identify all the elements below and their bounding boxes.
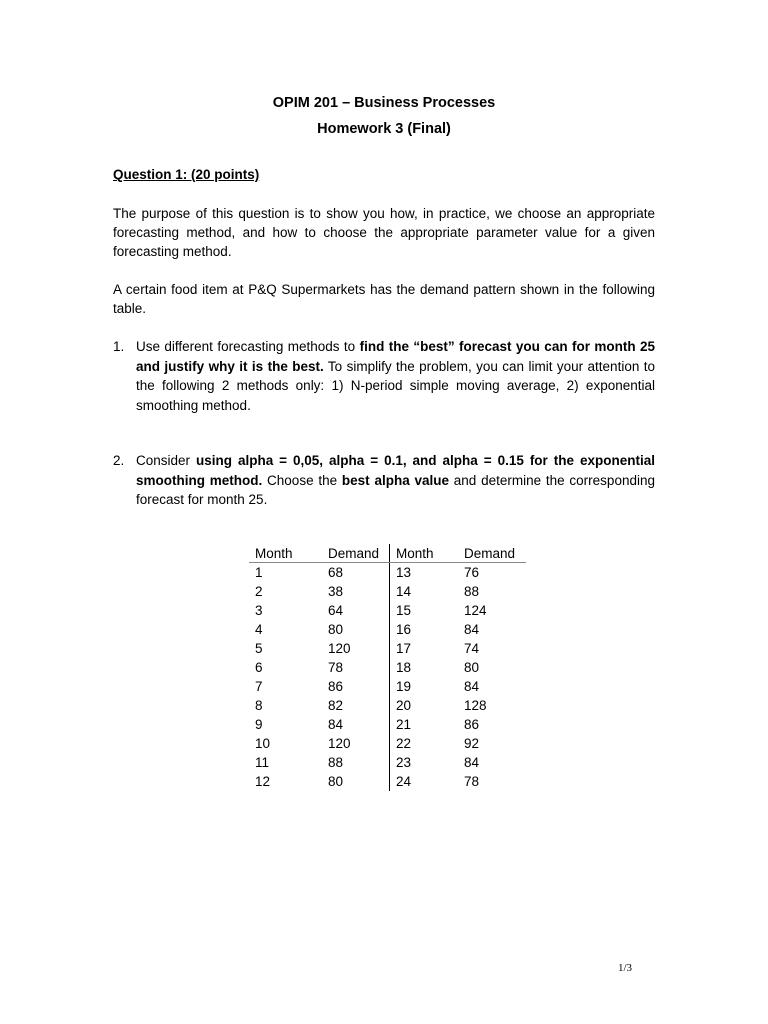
table-cell: 12 (255, 774, 271, 789)
table-header-row (249, 544, 526, 563)
task-item-2-number: 2. (113, 453, 125, 468)
table-cell: 1 (255, 565, 263, 580)
table-cell: 88 (464, 584, 480, 599)
table-header-demand: Demand (458, 544, 526, 563)
document-subtitle: Homework 3 (Final) (317, 121, 451, 137)
table-cell: 80 (328, 774, 344, 789)
table-cell: 80 (464, 660, 480, 675)
table-header-month: Month (390, 544, 459, 563)
table-cell: 20 (390, 696, 459, 715)
document-title: OPIM 201 – Business Processes (272, 95, 496, 111)
table-cell: 88 (328, 755, 344, 770)
task-item-1-text-b: To simplify the problem, you can limit your attention to the following 2 methods only: 1) N-period simple moving average, 2) exponential smoothing method. (136, 358, 656, 413)
table-cell: 9 (255, 717, 263, 732)
table-cell: 21 (390, 715, 459, 734)
task-item-2-bold-b: best alpha value (341, 472, 449, 488)
context-paragraph: A certain food item at P&Q Supermarkets has the demand pattern shown in the following table. (113, 282, 655, 316)
table-cell: 86 (328, 679, 344, 694)
table-row (249, 639, 526, 658)
table-cell: 82 (328, 698, 344, 713)
table-body (249, 563, 526, 792)
table-cell: 11 (255, 755, 270, 770)
task-item-1-number: 1. (113, 339, 125, 354)
table-cell: 78 (464, 774, 480, 789)
task-item-1 (113, 337, 655, 415)
table-cell: 13 (390, 563, 459, 583)
table-row (249, 715, 526, 734)
table-cell: 124 (464, 603, 487, 618)
table-cell: 84 (464, 679, 480, 694)
table-cell: 23 (390, 753, 459, 772)
intro-paragraph: The purpose of this question is to show you how, in practice, we choose an appropriate forecasting method, and how to choose the appropriate parameter value for a given forecasting method. (113, 206, 655, 259)
demand-table-container (249, 544, 526, 791)
task-item-1-text (136, 337, 655, 415)
table-row (249, 734, 526, 753)
task-item-1-text-a: Use different forecasting methods to (136, 339, 360, 354)
table-cell: 8 (255, 698, 263, 713)
table-cell: 92 (464, 736, 480, 751)
table-cell: 128 (464, 698, 487, 713)
table-row (249, 620, 526, 639)
question-heading: Question 1: (20 points) (113, 167, 260, 182)
demand-table (249, 544, 526, 791)
table-row (249, 677, 526, 696)
page-number: 1/3 (618, 962, 633, 974)
task-item-2-text-b: Choose the (262, 472, 342, 488)
table-header-month: Month (249, 544, 322, 563)
table-cell: 5 (255, 641, 263, 656)
table-cell: 84 (464, 755, 480, 770)
table-cell: 10 (255, 736, 271, 751)
table-cell: 120 (328, 641, 351, 656)
table-cell: 2 (255, 584, 263, 599)
table-cell: 6 (255, 660, 263, 675)
task-item-2-text (136, 451, 655, 510)
table-cell: 7 (255, 679, 263, 694)
table-cell: 3 (255, 603, 263, 618)
table-cell: 68 (328, 565, 344, 580)
table-row (249, 582, 526, 601)
task-item-2-text-a: Consider (136, 453, 196, 468)
table-cell: 84 (328, 717, 344, 732)
table-cell: 14 (390, 582, 459, 601)
table-row (249, 658, 526, 677)
table-cell: 19 (390, 677, 459, 696)
task-item-2 (113, 451, 655, 510)
table-cell: 17 (390, 639, 459, 658)
table-cell: 24 (390, 772, 459, 791)
task-item-2-bold-a: using alpha = 0,05, alpha = 0.1, and alpha = 0.15 for the exponential smoothing method. (136, 453, 655, 488)
table-cell: 4 (255, 622, 263, 637)
table-row (249, 753, 526, 772)
table-cell: 86 (464, 717, 480, 732)
table-cell: 18 (390, 658, 459, 677)
table-cell: 15 (390, 601, 459, 620)
table-cell: 22 (390, 734, 459, 753)
table-header-demand: Demand (322, 544, 390, 563)
table-cell: 80 (328, 622, 344, 637)
table-cell: 120 (328, 736, 351, 751)
table-row (249, 696, 526, 715)
table-cell: 16 (390, 620, 459, 639)
table-cell: 76 (464, 565, 480, 580)
table-row (249, 601, 526, 620)
table-cell: 38 (328, 584, 344, 599)
table-cell: 78 (328, 660, 344, 675)
task-item-1-bold-a: find the “best” forecast you can for month 25 and justify why it is the best. (136, 339, 655, 374)
table-cell: 74 (464, 641, 480, 656)
task-item-2-text-c: and determine the corresponding forecast for month 25. (136, 472, 655, 507)
table-row (249, 772, 526, 791)
table-cell: 64 (328, 603, 344, 618)
table-cell: 84 (464, 622, 480, 637)
table-row (249, 563, 526, 583)
